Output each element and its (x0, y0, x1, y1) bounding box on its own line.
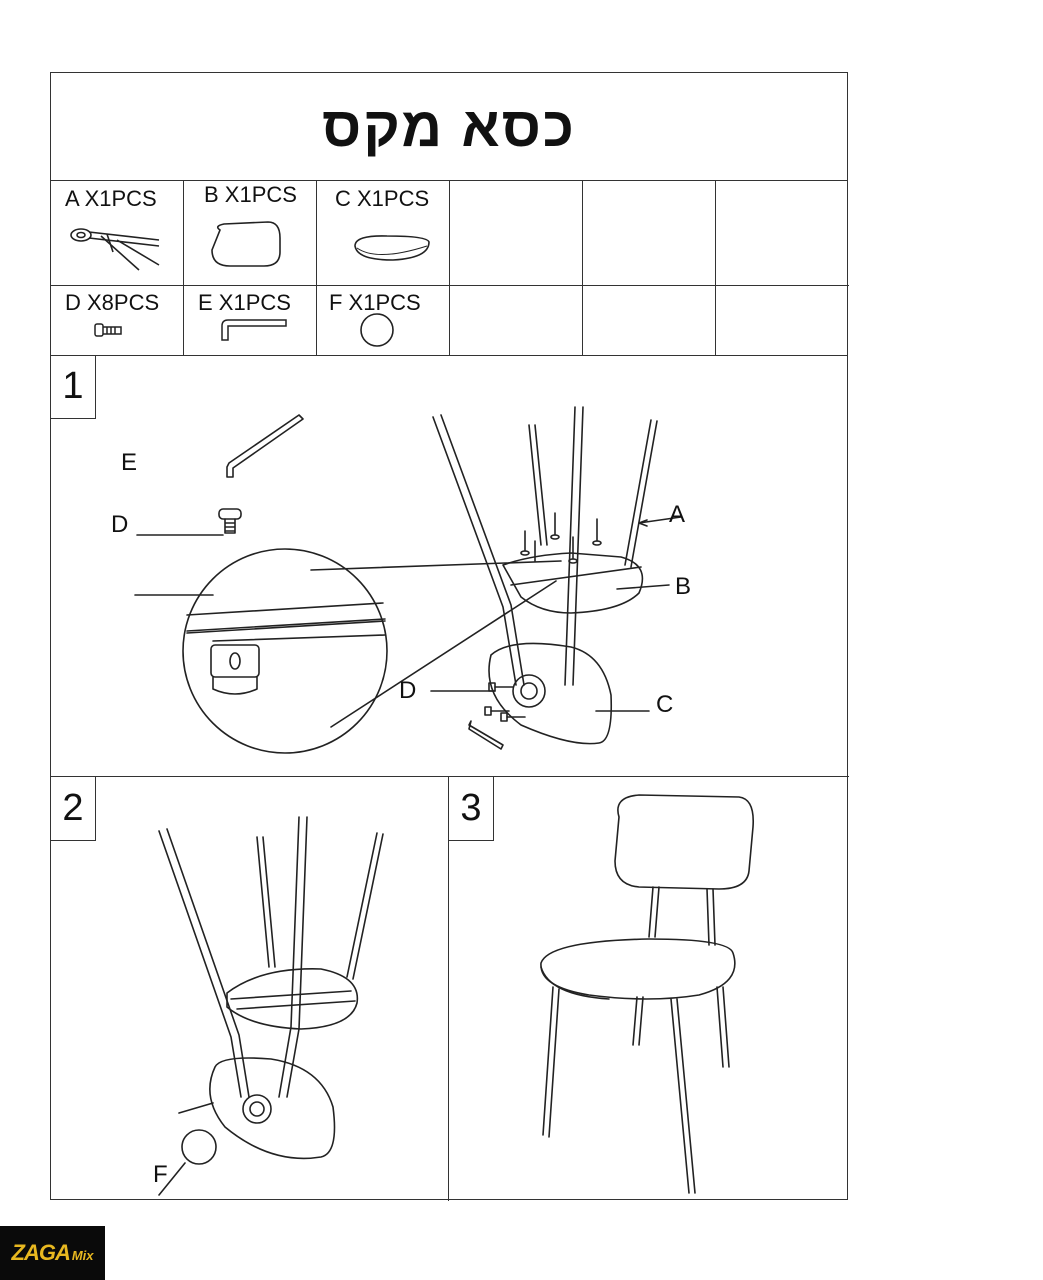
step-1-callout-b: B (675, 573, 692, 600)
step-1-callout-d: D (111, 511, 129, 538)
instruction-sheet (50, 72, 848, 1200)
part-cell-empty-3 (716, 180, 849, 286)
brand-logo (0, 1226, 105, 1280)
parts-table (51, 180, 847, 356)
part-cell-e (184, 286, 317, 355)
part-cell-empty-6 (716, 286, 849, 355)
part-cell-empty-4 (450, 286, 583, 355)
part-cell-f (317, 286, 450, 355)
step-3-diagram (449, 777, 849, 1201)
page-title: כסא מקס (51, 73, 847, 181)
step-1-panel (51, 355, 849, 777)
backrest-panel-icon (184, 180, 317, 286)
part-cell-b (184, 180, 317, 286)
part-cell-empty-2 (583, 180, 716, 286)
step-2-diagram (51, 777, 449, 1201)
logo-sub-text: Mix (71, 1247, 94, 1263)
step-1-diagram (51, 355, 849, 777)
part-cell-d (51, 286, 184, 355)
step-1-callout-e: E (121, 449, 138, 476)
part-cell-a (51, 180, 184, 286)
step-2-number: 2 (51, 777, 96, 841)
step-1-callout-c: C (656, 691, 674, 718)
part-cell-empty-1 (450, 180, 583, 286)
allen-key-icon (184, 286, 317, 355)
foot-cap-icon (317, 286, 450, 355)
part-label-b: B X1PCS (204, 182, 297, 207)
part-cell-empty-5 (583, 286, 716, 355)
step-1-number: 1 (51, 355, 96, 419)
screw-icon (51, 286, 184, 355)
step-2-callout-f: F (153, 1161, 168, 1188)
step-1-callout-a: A (669, 501, 686, 528)
seat-panel-icon (317, 180, 450, 286)
part-label-a: A X1PCS (65, 186, 157, 211)
logo-main-text: ZAGA (11, 1240, 70, 1265)
part-label-d: D X8PCS (65, 290, 160, 315)
part-label-c: C X1PCS (335, 186, 430, 211)
step-2-panel (51, 777, 449, 1201)
part-label-f: F X1PCS (329, 290, 421, 315)
part-label-e: E X1PCS (198, 290, 291, 315)
chair-frame-icon (51, 180, 184, 286)
step-3-number: 3 (449, 777, 494, 841)
step-1-callout-d2: D (399, 677, 417, 704)
part-cell-c (317, 180, 450, 286)
step-3-panel (449, 777, 849, 1201)
